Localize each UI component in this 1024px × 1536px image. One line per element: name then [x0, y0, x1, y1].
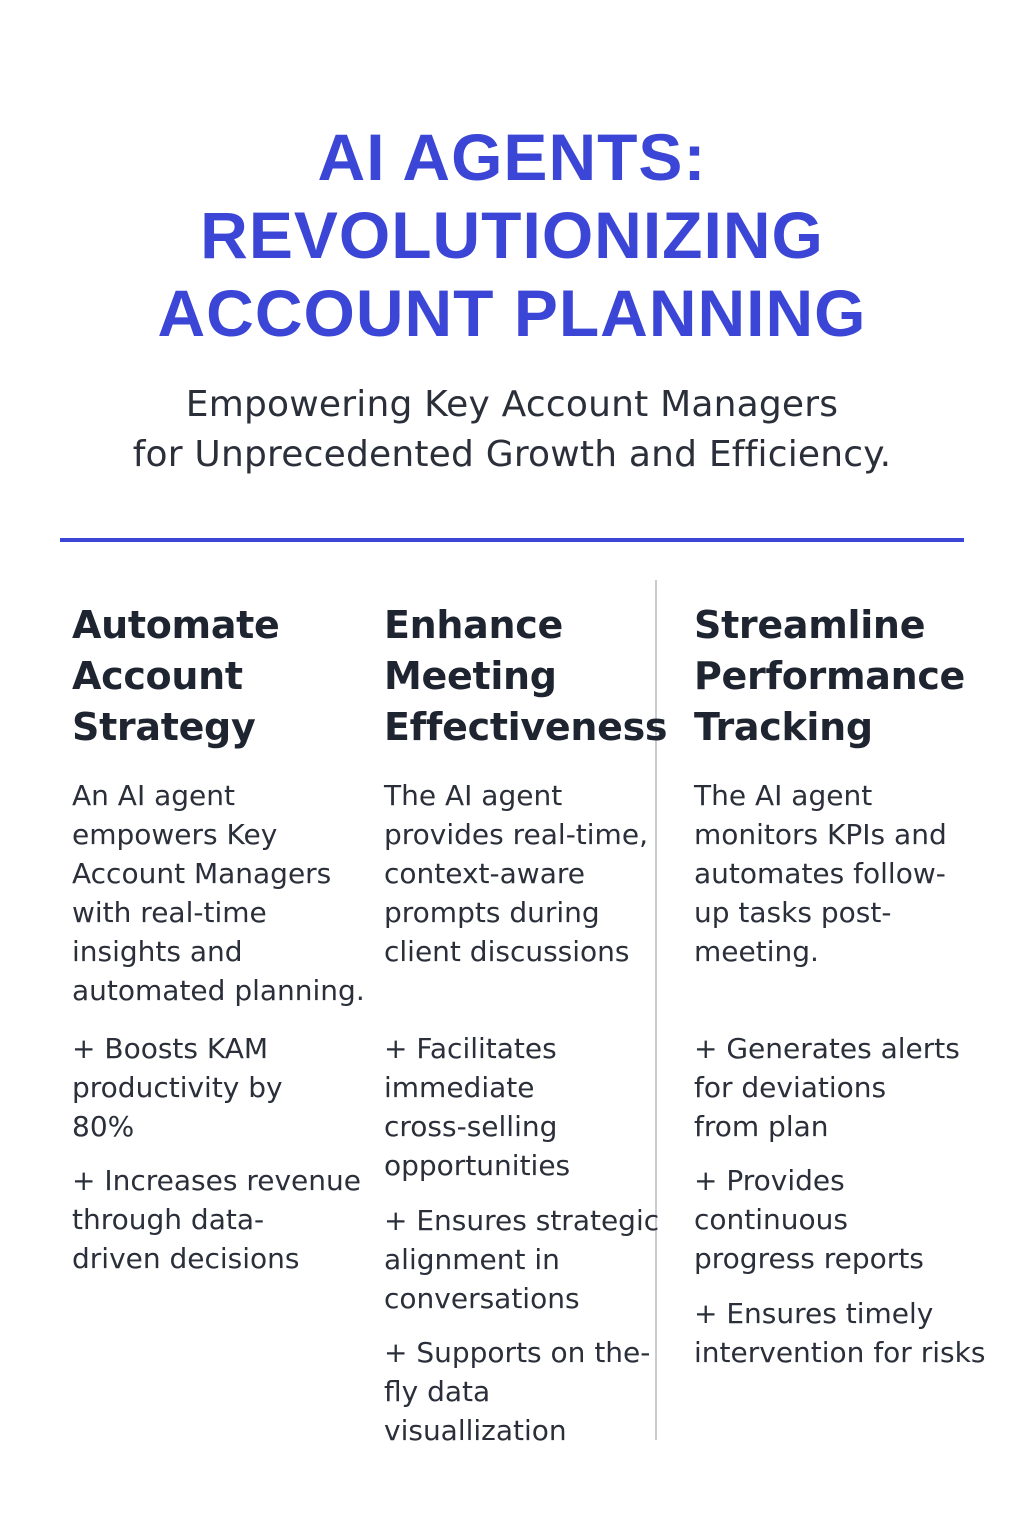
- heading-line: Enhance: [384, 603, 563, 647]
- heading-line: Effectiveness: [384, 705, 668, 749]
- benefit-item: [384, 1333, 650, 1450]
- benefit-line: intervention for risks: [694, 1336, 986, 1369]
- description-line: up tasks post-: [694, 896, 892, 929]
- description-line: empowers Key: [72, 818, 278, 851]
- benefit-item: [384, 1201, 659, 1318]
- benefit-line: from plan: [694, 1110, 829, 1143]
- benefit-line: fly data: [384, 1375, 491, 1408]
- heading-line: Meeting: [384, 654, 557, 698]
- description-line: insights and: [72, 935, 243, 968]
- column-heading: [384, 600, 668, 753]
- benefit-line: cross-selling: [384, 1110, 558, 1143]
- benefit-line: continuous: [694, 1203, 848, 1236]
- column-automate-account-strategy: [72, 600, 372, 1275]
- heading-line: Streamline: [694, 603, 926, 647]
- column-description: [694, 776, 947, 971]
- column-description: [72, 776, 365, 1010]
- benefit-line: + Generates alerts: [694, 1032, 960, 1065]
- subtitle-line-2: for Unprecedented Growth and Efficiency.: [132, 434, 892, 475]
- benefit-item: [694, 1294, 985, 1372]
- description-line: meeting.: [694, 935, 819, 968]
- description-line: context-aware: [384, 857, 585, 890]
- benefit-line: + Boosts KAM: [72, 1032, 269, 1065]
- benefit-line: + Facilitates: [384, 1032, 557, 1065]
- benefit-line: 80%: [72, 1110, 135, 1143]
- benefit-line: driven decisions: [72, 1242, 300, 1275]
- column-enhance-meeting-effectiveness: [384, 600, 668, 1447]
- column-heading: [694, 600, 994, 753]
- benefit-line: productivity by: [72, 1071, 283, 1104]
- description-line: monitors KPIs and: [694, 818, 947, 851]
- benefit-line: through data-: [72, 1203, 265, 1236]
- column-streamline-performance-tracking: [694, 600, 994, 1369]
- benefit-item: [694, 1161, 924, 1278]
- benefit-line: conversations: [384, 1282, 580, 1315]
- description-line: Account Managers: [72, 857, 332, 890]
- description-line: The AI agent: [384, 779, 563, 812]
- benefit-line: opportunities: [384, 1149, 571, 1182]
- description-line: The AI agent: [694, 779, 873, 812]
- benefit-line: progress reports: [694, 1242, 924, 1275]
- subtitle-line-1: Empowering Key Account Managers: [185, 384, 839, 425]
- benefit-item: [384, 1029, 570, 1185]
- heading-line: Automate: [72, 603, 280, 647]
- benefit-line: + Ensures strategic: [384, 1204, 660, 1237]
- heading-line: Account: [72, 654, 243, 698]
- description-line: automated planning.: [72, 974, 365, 1007]
- column-description: [384, 776, 648, 971]
- heading-line: Strategy: [72, 705, 256, 749]
- benefit-line: + Supports on the-: [384, 1336, 651, 1369]
- description-line: prompts during: [384, 896, 600, 929]
- description-line: client discussions: [384, 935, 630, 968]
- benefit-item: [72, 1161, 361, 1278]
- benefit-line: + Increases revenue: [72, 1164, 361, 1197]
- page-title: [0, 118, 1024, 352]
- benefit-item: [694, 1029, 960, 1146]
- benefit-line: immediate: [384, 1071, 535, 1104]
- benefit-item: [72, 1029, 283, 1146]
- title-line-1: AI AGENTS:: [317, 120, 707, 194]
- title-line-2: REVOLUTIONIZING: [200, 198, 824, 272]
- header-divider: [60, 538, 964, 542]
- description-line: An AI agent: [72, 779, 235, 812]
- benefit-line: + Provides: [694, 1164, 845, 1197]
- benefit-line: + Ensures timely: [694, 1297, 934, 1330]
- benefit-line: alignment in: [384, 1243, 560, 1276]
- page-subtitle: [0, 380, 1024, 480]
- title-line-3: ACCOUNT PLANNING: [157, 276, 867, 350]
- description-line: with real-time: [72, 896, 267, 929]
- heading-line: Performance: [694, 654, 966, 698]
- benefit-line: for deviations: [694, 1071, 887, 1104]
- column-heading: [72, 600, 372, 753]
- description-line: provides real-time,: [384, 818, 648, 851]
- heading-line: Tracking: [694, 705, 873, 749]
- description-line: automates follow-: [694, 857, 946, 890]
- benefit-line: visuallization: [384, 1414, 567, 1447]
